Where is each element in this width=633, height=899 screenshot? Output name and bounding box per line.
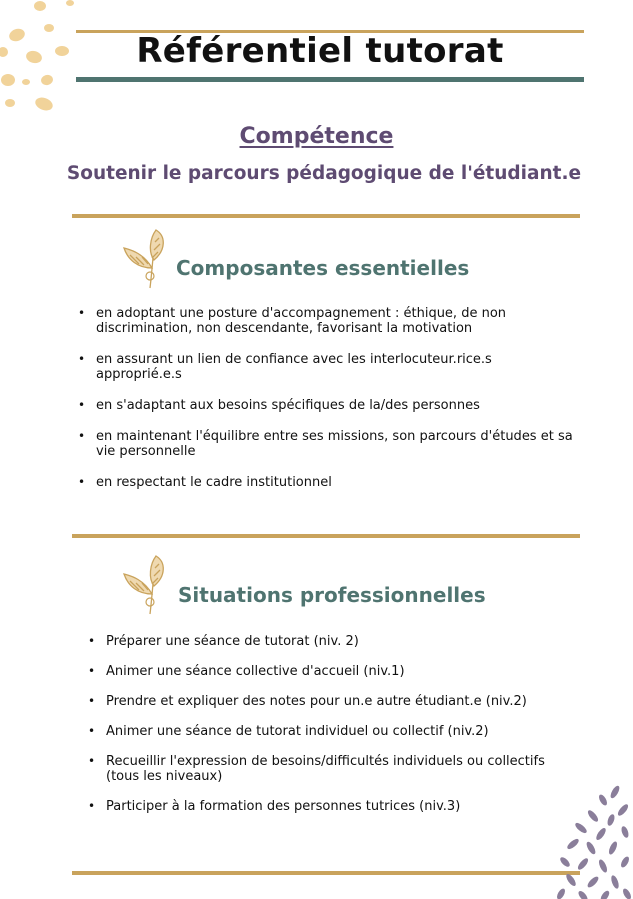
list-item: • en respectant le cadre institutionnel <box>78 475 578 490</box>
title-bottom-rule <box>76 77 584 82</box>
bottom-rule <box>72 871 580 875</box>
list-item: • en adoptant une posture d'accompagnement : éthique, de non discrimination, non descendante, favorisant la motivation <box>78 306 578 336</box>
competence-heading: Compétence <box>239 124 394 149</box>
purple-leaves-decoration <box>553 782 633 899</box>
essentials-list <box>78 306 578 506</box>
essentials-title: Composantes essentielles <box>176 256 470 280</box>
leaf-icon <box>122 224 168 290</box>
situations-list <box>88 634 558 829</box>
section-divider-2 <box>72 534 580 538</box>
list-item: • Animer une séance de tutorat individuel ou collectif (niv.2) <box>88 724 558 739</box>
list-item: • Prendre et expliquer des notes pour un.e autre étudiant.e (niv.2) <box>88 694 558 709</box>
list-item: • Recueillir l'expression de besoins/difficultés individuels ou collectifs (tous les niveaux) <box>88 754 558 784</box>
list-item: • Préparer une séance de tutorat (niv. 2) <box>88 634 558 649</box>
section-divider-1 <box>72 214 580 218</box>
competence-subtitle: Soutenir le parcours pédagogique de l'étudiant.e <box>66 163 582 184</box>
situations-title: Situations professionnelles <box>178 583 486 607</box>
list-item: • en assurant un lien de confiance avec les interlocuteur.rice.s approprié.e.s <box>78 352 578 382</box>
list-item: • en s'adaptant aux besoins spécifiques de la/des personnes <box>78 398 578 413</box>
leaf-icon <box>122 550 168 616</box>
list-item: • Animer une séance collective d'accueil (niv.1) <box>88 664 558 679</box>
page-title: Référentiel tutorat <box>136 31 504 71</box>
list-item: • Participer à la formation des personnes tutrices (niv.3) <box>88 799 558 814</box>
list-item: • en maintenant l'équilibre entre ses missions, son parcours d'études et sa vie personnelle <box>78 429 578 459</box>
